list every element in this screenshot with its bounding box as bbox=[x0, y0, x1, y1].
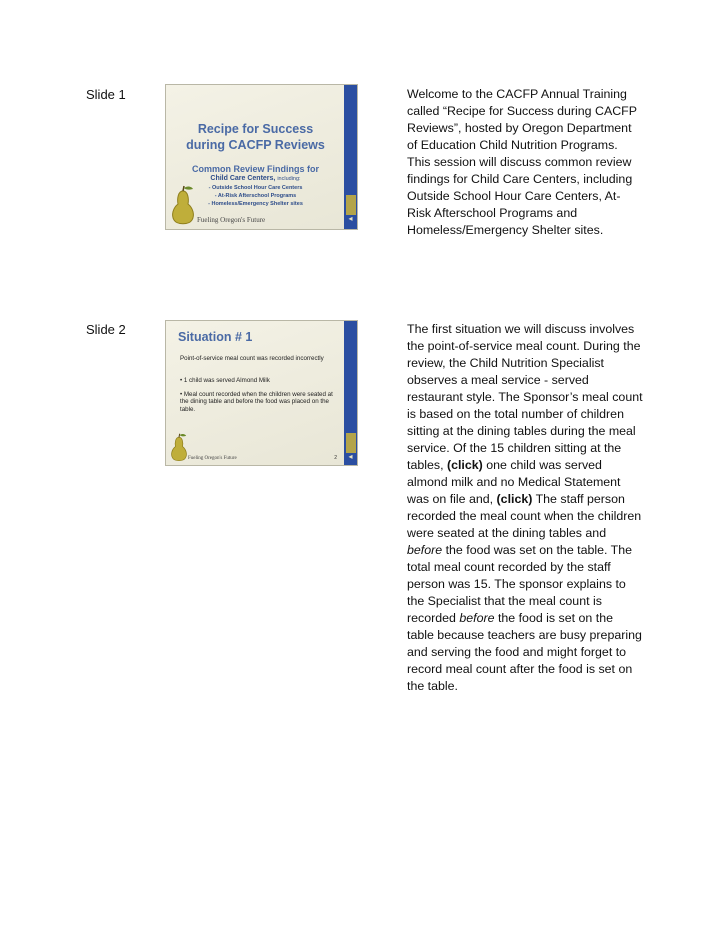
subtitle-2-small: including: bbox=[277, 176, 301, 182]
slide-2-thumbnail bbox=[165, 320, 358, 466]
notes-text: one child was served almond milk and no Medical Statement was on file and, bbox=[407, 458, 621, 506]
subtitle-2-main: Child Care Centers, bbox=[210, 175, 276, 182]
notes-text: The first situation we will discuss involves the point-of-service meal count. During the review, the Child Nutrition Specialist observes a meal service - served restaurant style. The Sponsor’s meal count is based on the total number of children sitting at the dining tables during the meal service. Of the 15 children sitting at the tables, bbox=[407, 322, 643, 472]
list-item: - At-Risk Afterschool Programs bbox=[214, 193, 297, 199]
slide-2-notes bbox=[407, 321, 643, 695]
pear-logo-icon bbox=[168, 433, 190, 463]
slide-2-bullet-2: • Meal count recorded when the children were seated at the dining table and before the food was placed on the table. bbox=[180, 391, 333, 413]
slide-1-subtitle: Common Review Findings for bbox=[191, 164, 319, 174]
notes-click-cue: (click) bbox=[446, 458, 483, 472]
notes-emphasis: before bbox=[407, 543, 443, 557]
slide-1-label: Slide 1 bbox=[86, 87, 126, 102]
pear-logo-icon bbox=[168, 185, 198, 227]
notes-emphasis: before bbox=[459, 611, 495, 625]
notes-click-cue: (click) bbox=[496, 492, 533, 506]
slide-bar-accent bbox=[346, 195, 356, 215]
slide-bar-accent bbox=[346, 433, 356, 453]
speaker-icon: ◂ bbox=[348, 452, 353, 461]
slide-1-notes: Welcome to the CACFP Annual Training called “Recipe for Success during CACFP Reviews”, hosted by Oregon Department of Education Child Nutrition Programs. This session will discuss common review findings for Child Care Centers, including Outside School Hour Care Centers, At-Risk Afterschool Programs and Homeless/Emergency Shelter sites. bbox=[407, 87, 637, 237]
slide-2-title: Situation # 1 bbox=[178, 330, 253, 344]
slide-1-subtitle-2 bbox=[178, 174, 333, 184]
slide-1-thumbnail bbox=[165, 84, 358, 230]
title-line-1: Recipe for Success bbox=[197, 122, 314, 136]
list-item: - Outside School Hour Care Centers bbox=[208, 185, 303, 191]
notes-text: the food was set on the table. The total meal count recorded by the staff person was 15. The sponsor explains to the Specialist that the meal count is recorded bbox=[407, 543, 633, 625]
slide-1-title bbox=[178, 121, 333, 153]
slide-1-footer: Fueling Oregon's Future bbox=[197, 216, 266, 224]
title-line-2: during CACFP Reviews bbox=[186, 138, 325, 152]
list-item: - Homeless/Emergency Shelter sites bbox=[208, 201, 303, 207]
speaker-icon: ◂ bbox=[348, 214, 353, 223]
notes-text: the food is set on the table because teachers are busy preparing and serving the food and might forget to record meal count after the food is set on the table. bbox=[407, 611, 642, 693]
slide-2-footer: Fueling Oregon's Future bbox=[188, 456, 237, 461]
slide-2-bullet-1: • 1 child was served Almond Milk bbox=[180, 377, 270, 384]
slide-1-list bbox=[178, 184, 333, 208]
slide-2-label: Slide 2 bbox=[86, 322, 126, 337]
notes-text: The staff person recorded the meal count when the children were seated at the dining tables and bbox=[407, 492, 642, 540]
slide-2-intro: Point-of-service meal count was recorded incorrectly bbox=[180, 355, 324, 362]
slide-page-number: 2 bbox=[334, 455, 337, 461]
